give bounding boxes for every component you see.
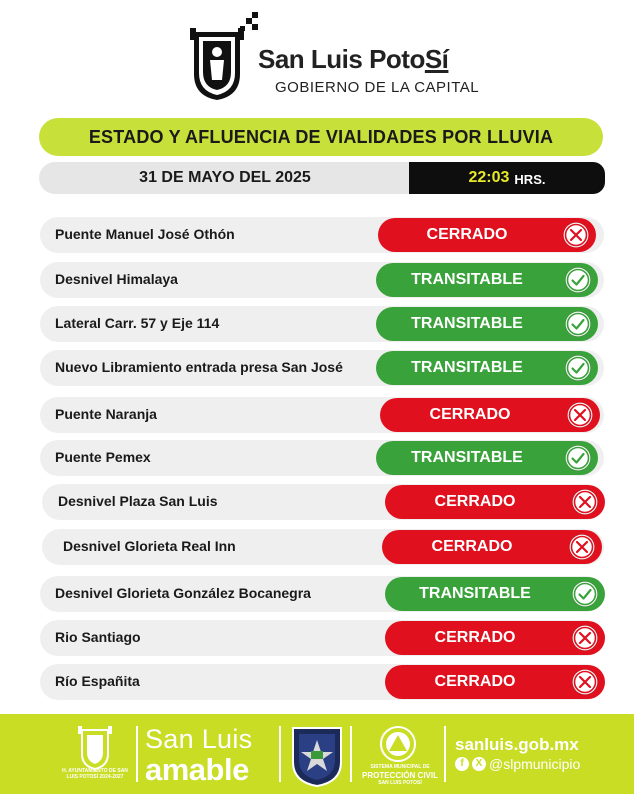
check-circle-icon <box>564 266 592 294</box>
date-bar <box>39 162 411 194</box>
road-name: Desnivel Plaza San Luis <box>58 493 218 509</box>
status-badge <box>376 351 598 385</box>
time-bar <box>409 162 605 194</box>
divider <box>279 726 281 782</box>
facebook-icon: f <box>455 757 469 771</box>
status-badge <box>385 577 605 611</box>
x-circle-icon <box>571 624 599 652</box>
police-badge-icon <box>289 724 345 788</box>
road-name: Desnivel Glorieta Real Inn <box>63 538 236 554</box>
status-text: CERRADO <box>434 629 516 646</box>
status-text: TRANSITABLE <box>411 315 523 332</box>
road-name: Nuevo Libramiento entrada presa San José <box>55 359 343 375</box>
time-text: 22:03 <box>468 169 510 186</box>
time-unit: HRS. <box>514 171 546 187</box>
status-text: TRANSITABLE <box>419 585 531 602</box>
check-circle-icon <box>571 580 599 608</box>
brand-subtitle: GOBIERNO DE LA CAPITAL <box>275 79 480 96</box>
x-circle-icon <box>571 488 599 516</box>
website-link[interactable]: sanluis.gob.mx <box>455 735 579 754</box>
brand-title: San Luis PotoSí <box>258 44 449 74</box>
road-name: Rio Santiago <box>55 629 141 645</box>
x-circle-icon <box>571 668 599 696</box>
status-badge <box>385 665 605 699</box>
ayuntamiento-text: H. AYUNTAMIENTO DE SAN LUIS POTOSÍ 2024-2027 <box>62 768 128 780</box>
status-text: CERRADO <box>429 406 511 423</box>
social-handle-text: @slpmunicipio <box>489 756 581 772</box>
civil-protection-icon <box>380 726 416 762</box>
status-badge <box>376 441 598 475</box>
road-name: Puente Manuel José Othón <box>55 226 235 242</box>
road-name: Puente Naranja <box>55 406 157 422</box>
road-name: Desnivel Himalaya <box>55 271 178 287</box>
status-text: CERRADO <box>431 538 513 555</box>
road-name: Puente Pemex <box>55 449 151 465</box>
divider <box>136 726 138 782</box>
x-circle-icon <box>568 533 596 561</box>
page-title: ESTADO Y AFLUENCIA DE VIALIDADES POR LLUVIA <box>88 126 554 147</box>
divider <box>444 726 446 782</box>
x-icon: X <box>472 757 486 771</box>
date-text: 31 DE MAYO DEL 2025 <box>139 169 311 186</box>
status-text: CERRADO <box>434 493 516 510</box>
civil-protection-text: SISTEMA MUNICIPAL DE PROTECCIÓN CIVIL SAN LUIS POTOSÍ <box>361 764 438 786</box>
status-badge <box>380 398 600 432</box>
status-badge <box>376 307 598 341</box>
slogan-line-2: amable <box>145 752 249 787</box>
coat-of-arms-icon <box>188 26 246 102</box>
road-name: Río Españita <box>55 673 140 689</box>
status-badge <box>385 485 605 519</box>
status-text: TRANSITABLE <box>411 359 523 376</box>
status-badge <box>385 621 605 655</box>
x-circle-icon <box>562 221 590 249</box>
header <box>0 0 634 112</box>
status-text: CERRADO <box>426 226 508 243</box>
road-name: Lateral Carr. 57 y Eje 114 <box>55 315 220 331</box>
status-badge <box>378 218 596 252</box>
check-circle-icon <box>564 444 592 472</box>
status-text: TRANSITABLE <box>411 271 523 288</box>
check-circle-icon <box>564 310 592 338</box>
footer <box>0 714 634 794</box>
status-text: TRANSITABLE <box>411 449 523 466</box>
title-bar <box>39 118 603 156</box>
status-badge <box>382 530 602 564</box>
status-badge <box>376 263 598 297</box>
check-circle-icon <box>564 354 592 382</box>
status-text: CERRADO <box>434 673 516 690</box>
social-handle[interactable] <box>455 756 580 772</box>
road-name: Desnivel Glorieta González Bocanegra <box>55 585 311 601</box>
x-circle-icon <box>566 401 594 429</box>
slogan-line-1: San Luis <box>145 724 253 754</box>
